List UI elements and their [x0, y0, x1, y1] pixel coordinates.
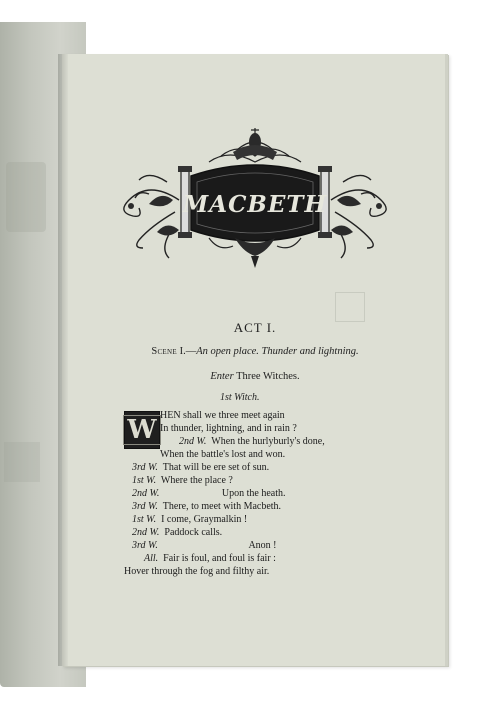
verse-line: When the battle's lost and won.	[160, 449, 286, 460]
speaker-tag: 3rd W.	[132, 462, 158, 473]
facing-page-show-through	[6, 162, 46, 232]
scene-dash: —	[185, 346, 197, 357]
verse-line: HEN shall we three meet again	[160, 410, 285, 421]
first-speaker: 1st Witch.	[220, 392, 260, 403]
verse-line: 2nd W. When the hurlyburly's done,	[179, 436, 325, 447]
stage-direction-verb: Enter	[210, 371, 234, 382]
act-heading: ACT I.	[233, 320, 277, 335]
book-page	[62, 54, 448, 666]
drop-cap	[124, 411, 160, 449]
verse-line: 2nd W. Paddock calls.	[132, 527, 223, 538]
scene-number: I.	[179, 346, 186, 357]
verse-line: 3rd W. There, to meet with Macbeth.	[132, 501, 282, 512]
speaker-tag: 1st W.	[132, 514, 157, 525]
ornament-title: MACBETH	[182, 191, 328, 218]
verse-line: 1st W. Where the place ?	[132, 475, 233, 486]
stage-direction	[62, 371, 448, 382]
page-show-through	[335, 292, 365, 322]
speaker-tag: 1st W.	[132, 475, 157, 486]
speaker-tag: 2nd W.	[132, 527, 160, 538]
stage-direction-who: Three Witches.	[236, 371, 300, 382]
page-gutter-shadow	[58, 54, 68, 666]
speaker-tag: 3rd W.	[132, 501, 158, 512]
verse-line: 1st W. I come, Graymalkin !	[132, 514, 248, 525]
title-ornament	[109, 120, 401, 270]
verse-line: 3rd W. Anon !	[132, 540, 277, 551]
verse-line: 3rd W. That will be ere set of sun.	[132, 462, 270, 473]
facing-page-show-through	[4, 442, 40, 482]
verse-line: Hover through the fog and filthy air.	[124, 566, 270, 577]
verse-line: In thunder, lightning, and in rain ?	[160, 423, 297, 434]
scene-setting: An open place. Thunder and lightning.	[196, 346, 359, 357]
speaker-tag: All.	[144, 553, 159, 564]
verse-line: 2nd W. Upon the heath.	[132, 488, 286, 499]
speaker-tag: 3rd W.	[132, 540, 158, 551]
speaker-tag: 2nd W.	[179, 436, 207, 447]
scene-label: Scene	[151, 346, 177, 357]
verse-line: All. Fair is foul, and foul is fair :	[144, 553, 276, 564]
scene-heading	[62, 346, 448, 357]
speaker-tag: 2nd W.	[132, 488, 160, 499]
drop-cap-letter: W	[123, 415, 160, 445]
